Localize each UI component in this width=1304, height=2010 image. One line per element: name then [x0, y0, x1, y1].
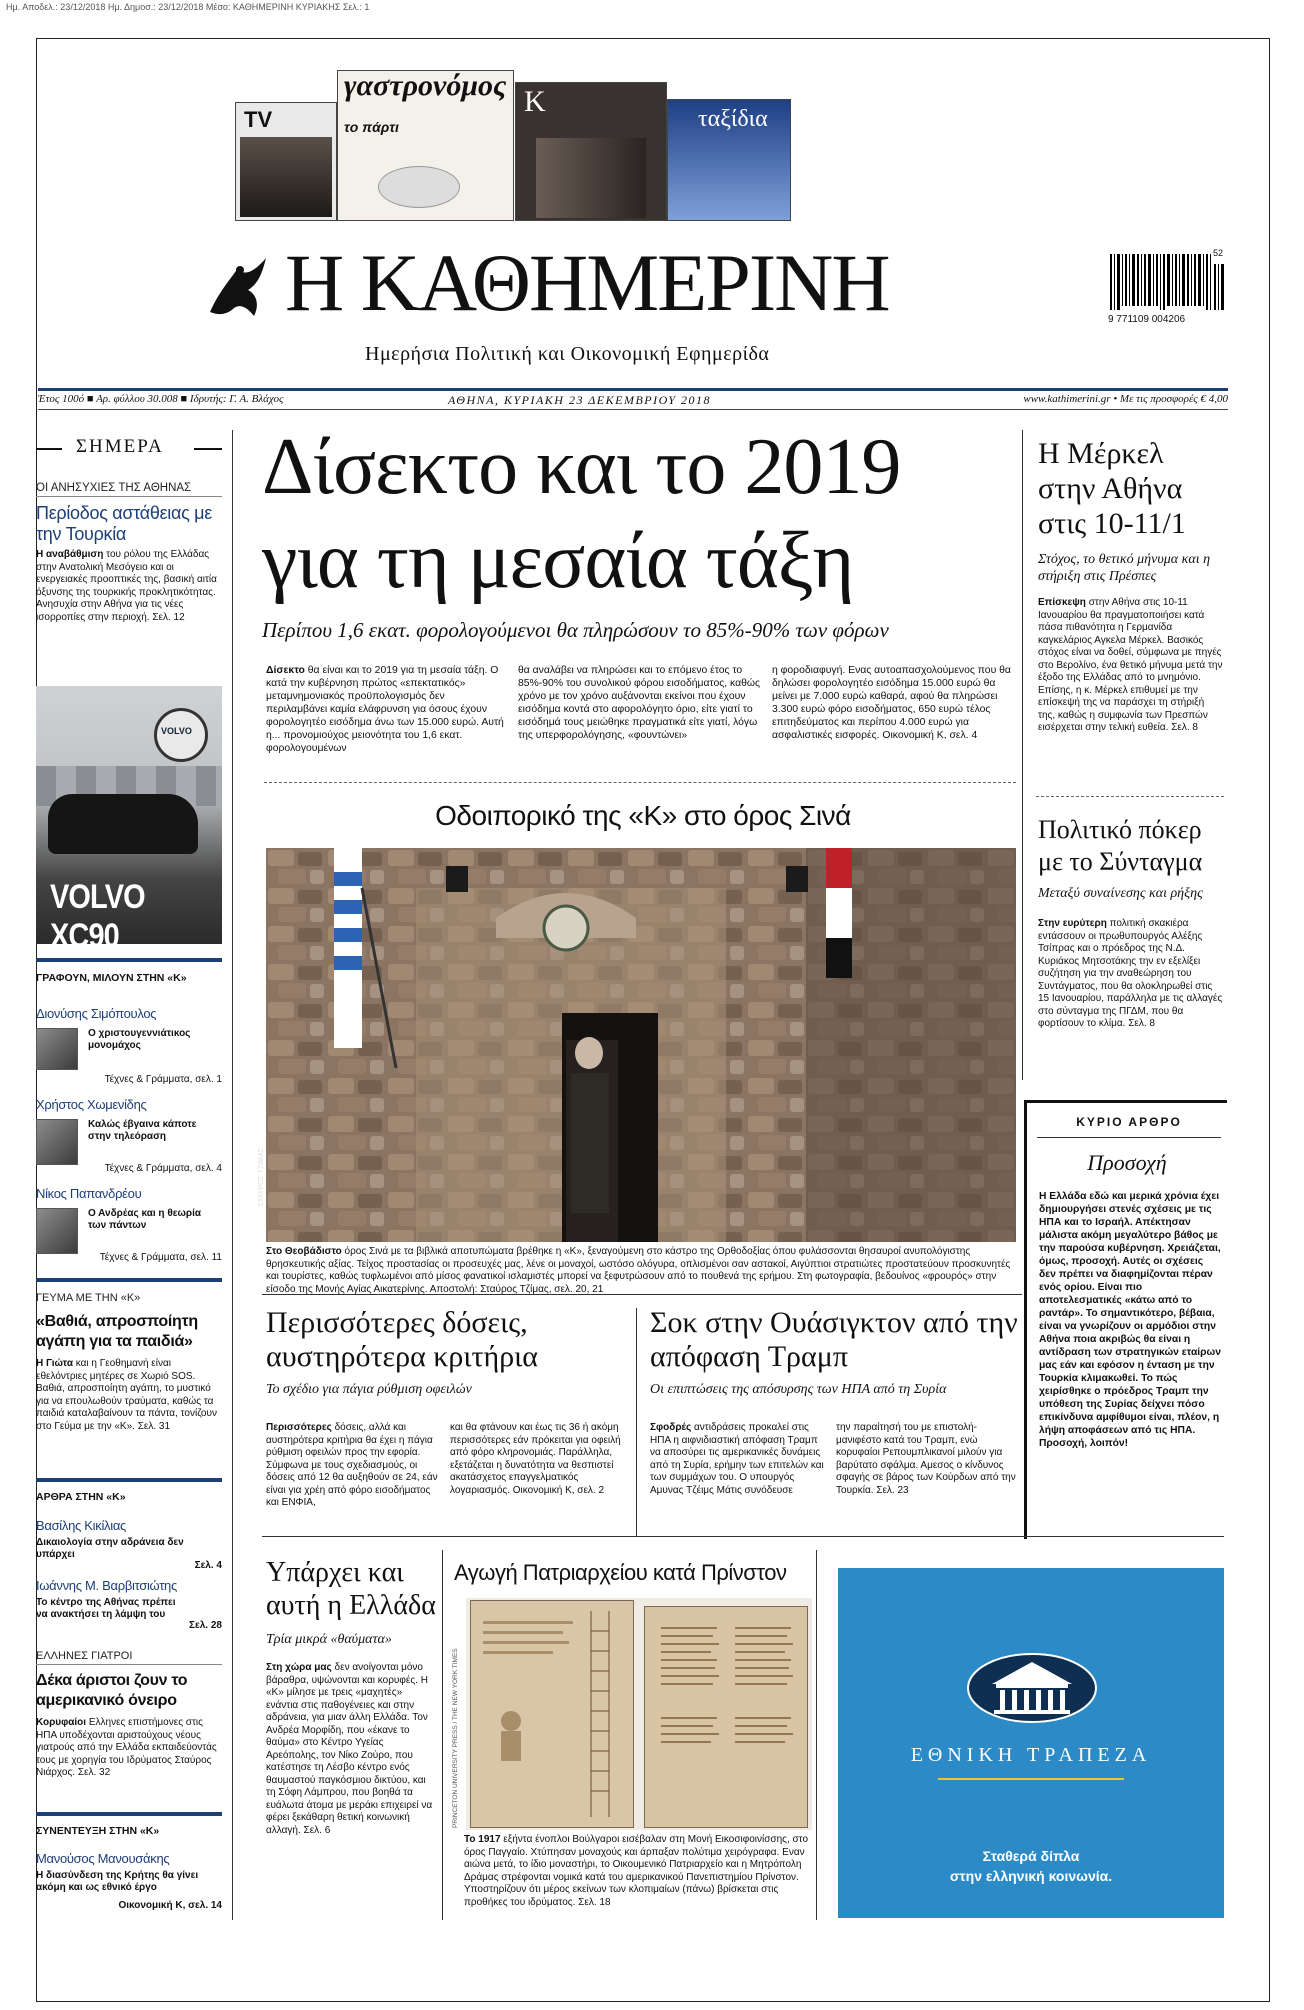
supplement-tv-label: TV: [244, 107, 273, 132]
story-interview[interactable]: [36, 1812, 222, 1911]
sinai-photo-credit: ΣΤΑΥΡΟΣ ΤΖΙΜΑΣ: [258, 1148, 265, 1207]
barcode-bars: [1108, 250, 1228, 316]
writer-title: Καλώς έβγαινα κάποτε στην τηλεόραση: [88, 1119, 197, 1142]
lead-body-col3: η φοροδιαφυγή. Ενας αυτοαπασχολούμενος που θα δηλώσει φορολογητέο εισόδημα 15.000 ευρώ θα μείνει με 7.000 ευρώ καθαρά, αφού θα πληρώσει 3.300 ευρώ φόρο εισοδήματος, 650 ευρώ τέλος επιτηδεύματος και περίπου 4.000 ευρώ για ασφαλιστικές εισφορές. Οικονομική Κ, σελ. 4: [772, 665, 1011, 741]
left-column: [36, 436, 222, 462]
clip-meta: Ημ. Αποδελ.: 23/12/2018 Ημ. Δημοσ.: 23/12/2018 Μέσο: ΚΑΘΗΜΕΡΙΝΗ ΚΥΡΙΑΚΗΣ Σελ.: 1: [6, 2, 370, 12]
doseis-body-col1: [266, 1422, 438, 1510]
story-lunch[interactable]: [36, 1278, 222, 1433]
story-lunch-body: και η Γεοθημανή είναι εθελόντριες μητέρες σε Χωριό SOS. Βαθιά, απροσποίητη αγάπη, το μυστικό για να επουλωθούν τραύματα, καθώς τα παιδιά καταλαβαίνουν τα πάντα, τονίζουν στο Γεύμα με την «Κ». Σελ. 31: [36, 1358, 217, 1432]
divider-rule: [262, 1536, 1224, 1537]
writer-ref: Τέχνες & Γράμματα, σελ. 11: [99, 1252, 222, 1263]
phoenix-logo-icon: [200, 250, 275, 325]
merkel-subhead: Στόχος, το θετικό μήνυμα και η στήριξη στις Πρέσπες: [1038, 552, 1211, 584]
volvo-logo-text: VOLVO: [161, 726, 192, 736]
writer-item[interactable]: [36, 1186, 222, 1270]
lead-subhead: Περίπου 1,6 εκατ. φορολογούμενοι θα πληρώσουν το 85%-90% των φόρων: [262, 618, 889, 642]
supplement-k-label: K: [524, 85, 546, 118]
sinai-headline: Οδοιπορικό της «Κ» στο όρος Σινά: [435, 800, 851, 831]
merkel-headline: Η Μέρκελ στην Αθήνα στις 10-11/1: [1038, 437, 1186, 540]
writer-name: Χρήστος Χωμενίδης: [36, 1097, 147, 1112]
story-poker[interactable]: [1038, 814, 1224, 1031]
writer-name: Διονύσης Σιμόπουλος: [36, 1006, 157, 1021]
story-trump[interactable]: [650, 1306, 1018, 1398]
doseis-lead-word: Περισσότερες: [266, 1422, 332, 1433]
nbg-slogan-2: στην ελληνική κοινωνία.: [949, 1868, 1113, 1884]
dateline-right: www.kathimerini.gr • Με τις προσφορές € 4,00: [1023, 393, 1228, 405]
story-turkey-body: του ρόλου της Ελλάδας στην Ανατολική Μεσόγειο και οι ενεργειακές προοπτικές της, βασική αιτία όξυνσης της τουρκικής προκλητικότητας. Ανησυχία στην Αθήνα για τις νέες ισορροπίες στην περιοχή. Σελ. 12: [36, 549, 217, 623]
merkel-body: στην Αθήνα στις 10-11 Ιανουαρίου θα πραγματοποιήσει κατά πάσα πιθανότητα η Γερμανίδα καγκελάριος Αγκελα Μέρκελ. Βασικός στόχος είναι να δοθεί, σύμφωνα με πηγές στο Βερολίνο, ένα θετικό μήνυμα μετά την έξοδο της Ελλάδας από το μνημόνιο. Επίσης, η κ. Μέρκελ επιθυμεί με την επίσκεψή της να παράσχει τη στήριξή της, καθώς η συμφωνία των Πρεσπών εισέρχεται στην τελική ευθεία. Σελ. 8: [1038, 597, 1223, 733]
sinai-headline-wrap: [264, 800, 1022, 832]
poker-headline: Πολιτικό πόκερ με το Σύνταγμα: [1038, 815, 1203, 876]
writer-photo: [36, 1119, 78, 1165]
editorial-title: Προσοχή: [1087, 1150, 1167, 1175]
writer-item[interactable]: [36, 1097, 222, 1181]
story-merkel[interactable]: [1038, 436, 1224, 735]
sinai-caption-text: όρος Σινά με τα βιβλικά αποτυπώματα βρέθηκε η «Κ», ξεναγούμενη στο κάστρο της Ορθοδοξίας όπου φυλάσσονται θησαυροί ανυπολόγιστης θρησκευτικής αξίας. Τείχος προστασίας οι προσευχές μας, λένε οι μοναχοί, ωστόσο ολόγυρα, οπλισμένοι σαν αστακοί, Αιγύπτιοι στρατιώτες προστατεύουν προσκυνητές και τουρίστες, καθώς τυφλωμένοι από μίσος φανατικοί ισλαμιστές μπορεί να ξεφυτρώσουν από το πουθενά της ερήμου. Στη φωτογραφία, βεδουίνος «φρουρός» στην είσοδο της Μονής Αγίας Αικατερίνης. Αποστολή: Σταύρος Τζίμας, σελ. 20, 21: [266, 1246, 1011, 1295]
story-doctors-title: Δέκα άριστοι ζουν το αμερικανικό όνειρο: [36, 1672, 188, 1709]
nbg-divider: [938, 1778, 1124, 1780]
nbg-name: ΕΘΝΙΚΗ ΤΡΑΠΕΖΑ: [910, 1744, 1152, 1766]
supplement-gastronomos[interactable]: [337, 70, 514, 221]
story-interview-name: Μανούσος Μανουσάκης: [36, 1851, 170, 1866]
story-doctors[interactable]: [36, 1650, 222, 1780]
writer-title: Ο Ανδρέας και η θεωρία των πάντων: [88, 1208, 202, 1231]
doseis-body-col2: και θα φτάνουν και έως τις 36 ή ακόμη περισσότερες εάν πρόκειται για οφειλή από φόρο κληρονομιάς. Παράλληλα, εξετάζεται η δυνατότητα να θεσπιστεί ακατάσχετος επαγγελματικός λογαριασμός. Οικονομική Κ, σελ. 2: [450, 1422, 621, 1496]
story-doseis[interactable]: [266, 1306, 628, 1398]
divider-rule: [262, 1294, 1022, 1295]
volvo-ad-title: VOLVO XC90: [50, 878, 145, 955]
dateline-bar: [38, 388, 1228, 410]
princeton-headline: Αγωγή Πατριαρχείου κατά Πρίνστον: [454, 1560, 787, 1585]
divider-dashed: [1036, 796, 1224, 797]
story-turkey-lead: Η αναβάθμιση: [36, 549, 104, 560]
poker-subhead: Μεταξύ συναίνεσης και ρήξης: [1038, 886, 1203, 901]
k-cover-photo: [536, 138, 646, 218]
article-author: Βασίλης Κικίλιας: [36, 1518, 127, 1533]
lead-body-col1: [266, 664, 508, 755]
story-interview-kicker: ΣΥΝΕΝΤΕΥΞΗ ΣΤΗΝ «Κ»: [36, 1825, 160, 1837]
story-interview-title: Η διασύνδεση της Κρήτης θα γίνει ακόμη και ως εθνικό έργο: [36, 1870, 199, 1893]
princeton-caption-text: εξήντα ένοπλοι Βούλγαροι εισέβαλαν στη Μονή Εικοσιφοινίσσης, στο όρος Παγγαίο. Χτύπησαν μοναχούς και άρπαξαν πολύτιμα χειρόγραφα. Εναν αιώνα μετά, το ίδιο μοναστήρι, το Οικουμενικό Πατριαρχείο και η Μητρόπολη Δράμας στρέφονται νομικά κατά του αμερικανικού Πανεπιστημίου Πρίνστον. Υποστηρίζουν ότι μέρος εκείνων των κλοπιμαίων (πάνω) βρίσκεται στις προθήκες του ιδρύματος. Σελ. 18: [464, 1834, 809, 1908]
doseis-col1-text: δόσεις, αλλά και αυστηρότερα κριτήρια θα έχει η πάγια ρύθμιση οφειλών προς την εφορία. Σύμφωνα με τους σχεδιασμούς, οι δόσεις από 12 θα αυξηθούν σε 24, εάν είναι για χρέη από φόρο εισοδήματος και ΕΝΦΙΑ,: [266, 1422, 438, 1508]
story-lunch-kicker: ΓΕΥΜΑ ΜΕ ΤΗΝ «Κ»: [36, 1292, 141, 1304]
lead-lead-word: Δίσεκτο: [266, 665, 305, 676]
nbg-logo-icon: [964, 1644, 1100, 1724]
tv-cover-photo: [240, 137, 332, 217]
manuscript-page-left: [470, 1600, 634, 1828]
writer-name: Νίκος Παπανδρέου: [36, 1186, 142, 1201]
today-label: ΣΗΜΕΡΑ: [76, 436, 164, 457]
story-turkey[interactable]: [36, 482, 222, 624]
masthead: [195, 237, 1095, 365]
story-lunch-lead: Η Γιώτα: [36, 1358, 73, 1369]
supplement-taxidia[interactable]: [667, 99, 791, 221]
column-rule-lower: [816, 1550, 817, 1920]
column-rule-lower: [442, 1550, 443, 1920]
writer-ref: Τέχνες & Γράμματα, σελ. 1: [104, 1074, 222, 1085]
trump-headline: Σοκ στην Ουάσιγκτον από την απόφαση Τραμπ: [650, 1306, 1018, 1373]
dateline-center: ΑΘΗΝΑ, ΚΥΡΙΑΚΗ 23 ΔΕΚΕΜΒΡΙΟΥ 2018: [448, 393, 711, 407]
princeton-lead-word: Το 1917: [464, 1834, 501, 1845]
sinai-caption: [266, 1246, 1018, 1296]
writer-photo: [36, 1028, 78, 1070]
articles-kicker: ΑΡΘΡΑ ΣΤΗΝ «Κ»: [36, 1491, 126, 1503]
column-rule-mid: [636, 1308, 637, 1536]
princeton-headline-wrap: [454, 1560, 814, 1586]
story-doctors-lead: Κορυφαίοι: [36, 1717, 87, 1728]
article-author: Ιωάννης Μ. Βαρβιτσιώτης: [36, 1578, 177, 1593]
ellada-headline: Υπάρχει και αυτή η Ελλάδα: [266, 1557, 436, 1621]
princeton-photo-credit: PRINCETON UNIVERSITY PRESS / THE NEW YORK TIMES: [452, 1648, 459, 1828]
divider-dashed: [264, 782, 1016, 783]
nbg-ad[interactable]: [838, 1568, 1224, 1918]
writers-kicker: ΓΡΑΦΟΥΝ, ΜΙΛΟΥΝ ΣΤΗΝ «Κ»: [36, 972, 187, 984]
princeton-photo[interactable]: [452, 1598, 812, 1830]
doseis-headline: Περισσότερες δόσεις, αυστηρότερα κριτήρια: [266, 1306, 538, 1373]
supplement-gastronomos-sub: το πάρτι: [344, 119, 399, 135]
lead-col1-text: θα είναι και το 2019 για τη μεσαία τάξη. Ο κατά την κυβέρνηση πρώτος «επεκτατικός» μεταμνημονιακός προϋπολογισμός δεν περιλαμβάνει καμία ελάφρυνση για όσους έχουν φορολογητέο εισόδημα άνω των 15.000 ευρώ. Αυτή η... προνομιούχος μειονότητα του 1,6 εκατ. φορολογουμένων: [266, 665, 504, 754]
poker-body: πολιτική σκακιέρα εντάσσουν οι πρωθυπουργός Αλέξης Τσίπρας και ο πρόεδρος της Ν.Δ. Κυριάκος Μητσοτάκης την εν εξελίξει συζήτηση για την αναθεώρηση του Συντάγματος, που θα ολοκληρωθεί στις 15 Ιανουαρίου, παράλληλα με τις αλλαγές στο σύνταγμα της ΠΓΔΜ, που θα φορτίσουν το κλίμα. Σελ. 8: [1038, 918, 1223, 1029]
sinai-lead-word: Στο Θεοβάδιστο: [266, 1246, 342, 1257]
barcode-number: 9 771109 004206: [1108, 314, 1186, 325]
trump-col1-text: αντιδράσεις προκαλεί στις ΗΠΑ η αιφνιδιαστική απόφαση Τραμπ να αποσύρει τις αμερικανικές δυνάμεις από τη Συρία, ερήμην των επιτελών και των συμμάχων του. Ο υπουργός Αμυνας Τζέιμς Μάτις συνόδευσε: [650, 1422, 824, 1496]
story-interview-ref: Οικονομική Κ, σελ. 14: [118, 1900, 222, 1911]
volvo-car-image: [48, 794, 198, 854]
story-doctors-kicker: ΕΛΛΗΝΕΣ ΓΙΑΤΡΟΙ: [36, 1650, 222, 1665]
lead-story[interactable]: [262, 424, 1022, 643]
sinai-photo-image: [266, 848, 1016, 1242]
writer-photo: [36, 1208, 78, 1254]
supplement-tv[interactable]: [235, 102, 337, 221]
lead-headline-line2: για τη μεσαία τάξη: [262, 517, 854, 605]
doseis-subhead: Το σχέδιο για πάγια ρύθμιση οφειλών: [266, 1382, 472, 1397]
supplement-k[interactable]: [515, 82, 667, 221]
lead-headline-line1: Δίσεκτο και το 2019: [262, 423, 901, 511]
column-rule-right: [1022, 430, 1023, 1080]
story-doctors-body: Ελληνες επιστήμονες στις ΗΠΑ υποδέχονται αριστούχους νέους γιατρούς από την Ελλάδα εκπαιδεύοντάς τους με χορηγία του Ιδρύματος Σταύρος Νιάρχος. Σελ. 32: [36, 1717, 217, 1778]
barcode-issue: 52: [1213, 248, 1224, 258]
article-item[interactable]: [36, 1518, 222, 1571]
ellada-lead-word: Στη χώρα μας: [266, 1662, 332, 1673]
writer-ref: Τέχνες & Γράμματα, σελ. 4: [104, 1163, 222, 1174]
trump-body-col2: την παραίτησή του με επιστολή-μανιφέστο κατά του Τραμπ, ενώ κορυφαίοι Ρεπουμπλικανοί μιλούν για βαρύτατο σφάλμα. Αμεσος ο κίνδυνος σφαγής σε βάρος των Κούρδων από την Τουρκία. Σελ. 23: [836, 1422, 1016, 1496]
story-lunch-title: «Βαθιά, απροσποίητη αγάπη για τα παιδιά»: [36, 1313, 198, 1350]
poker-lead-word: Στην ευρύτερη: [1038, 918, 1107, 929]
trump-subhead: Οι επιπτώσεις της απόσυρσης των ΗΠΑ από τη Συρία: [650, 1382, 947, 1397]
editorial-body: Η Ελλάδα εδώ και μερικά χρόνια έχει δημιουργήσει στενές σχέσεις με τις ΗΠΑ και το Ισραήλ. Απέκτησαν μάλιστα ακόμη μεγαλύτερο βάθος με την παρούσα κυβέρνηση. Χρειάζεται, όμως, προσοχή. Αυτές οι σχέσεις δεν πρέπει να διαφημίζονται πέραν ενός ορίου. Είναι πιο αποτελεσματικές «κάτω από το ραντάρ». Το σημαντικότερο, βέβαια, είναι να γνωρίζουν οι αρμόδιοι στην Αθήνα ποια ακριβώς θα είναι η αντίδραση των στρατηγικών εταίρων μας εάν και εφόσον η ένταση με την Τουρκία κλιμακωθεί. Το πώς χειρίσθηκε ο πρόεδρος Τραμπ την υπόθεση της Συρίας δείχνει πόσο επικίνδυνα αμφίθυμοι είναι, πλέον, η λήψη αποφάσεων από τις ΗΠΑ. Προσοχή, λοιπόν!: [1039, 1191, 1221, 1449]
column-rule-left: [232, 430, 233, 1920]
manuscript-page-right: [644, 1606, 808, 1828]
barcode: [1108, 250, 1228, 327]
sinai-photo[interactable]: [258, 848, 1016, 1242]
supplement-gastronomos-label: γαστρονόμος: [344, 69, 507, 102]
writer-title: Ο χριστουγεννιάτικος μονομάχος: [88, 1028, 191, 1051]
masthead-title: Η ΚΑΘΗΜΕΡΙΝΗ: [285, 237, 889, 328]
gastronomos-cover-dish: [378, 166, 460, 208]
writer-item[interactable]: [36, 1006, 222, 1090]
article-title: Δικαιολογία στην αδράνεια δεν υπάρχει: [36, 1537, 184, 1560]
editorial-box[interactable]: [1024, 1100, 1227, 1539]
editorial-kicker: ΚΥΡΙΟ ΑΡΘΡΟ: [1037, 1115, 1221, 1138]
volvo-ad[interactable]: [36, 686, 222, 955]
masthead-subtitle: Ημερήσια Πολιτική και Οικονομική Εφημερίδα: [365, 343, 770, 365]
lead-body-col2: θα αναλάβει να πληρώσει και το επόμενο έτος το 85%-90% του συνολικού φόρου εισοδήματος, καθώς χρόνο με τον χρόνο αυξάνονται εκείνοι που έχουν εισόδημα κοντά στο αφορολόγητο όριο, είτε γιατί το εισόδημά τους μειώθηκε πραγματικά είτε γιατί, λόγω της υπερφορολόγησης, «φουντώνει»: [518, 665, 760, 741]
article-ref: Σελ. 4: [194, 1560, 222, 1571]
articles-box: [36, 1478, 222, 1503]
dateline-left: Έτος 100ό ■ Αρ. φύλλου 30.008 ■ Ιδρυτής: Γ. Α. Βλάχος: [38, 393, 284, 405]
story-turkey-kicker: ΟΙ ΑΝΗΣΥΧΙΕΣ ΤΗΣ ΑΘΗΝΑΣ: [36, 482, 222, 497]
article-ref: Σελ. 28: [189, 1620, 222, 1631]
volvo-logo-icon: [154, 708, 208, 762]
trump-lead-word: Σφοδρές: [650, 1422, 692, 1433]
supplements-strip: [235, 62, 1055, 219]
article-item[interactable]: [36, 1578, 222, 1631]
ellada-body: δεν ανοίγονται μόνο βάραθρα, υψώνονται και κορυφές. Η «Κ» μίλησε με τρεις «μαχητές» ενάντια στις παθογένειες και στην αδράνεια, για μιαν άλλη Ελλάδα. Τον Ανδρέα Μορφίδη, που «έκανε το θαύμα» στο Κέντρο Υγείας Αρεόπολης, τον Νίκο Ζούρο, που κατέστησε τη Λέσβο κέντρο ενός θαυμαστού παγκόσμιου δικτύου, και τη Σόφη Λάμπρου, που βοηθά τα ευάλωτα άτομα με μεράκι επιχειρεί να φέρει ξεκάθαρη θετική κοινωνική αλλαγή. Σελ. 6: [266, 1662, 433, 1836]
story-turkey-title: Περίοδος αστάθειας με την Τουρκία: [36, 503, 212, 544]
merkel-lead-word: Επίσκεψη: [1038, 597, 1086, 608]
ellada-subhead: Τρία μικρά «θαύματα»: [266, 1632, 392, 1647]
princeton-caption: [464, 1834, 816, 1909]
supplement-taxidia-label: ταξίδια: [698, 106, 768, 132]
story-ellada[interactable]: [266, 1556, 436, 1837]
writers-box: [36, 958, 222, 984]
trump-body-col1: [650, 1422, 826, 1497]
nbg-slogan-1: Σταθερά δίπλα: [982, 1848, 1080, 1864]
article-title: Το κέντρο της Αθήνας πρέπει να ανακτήσει τη λάμψη του: [36, 1597, 176, 1620]
